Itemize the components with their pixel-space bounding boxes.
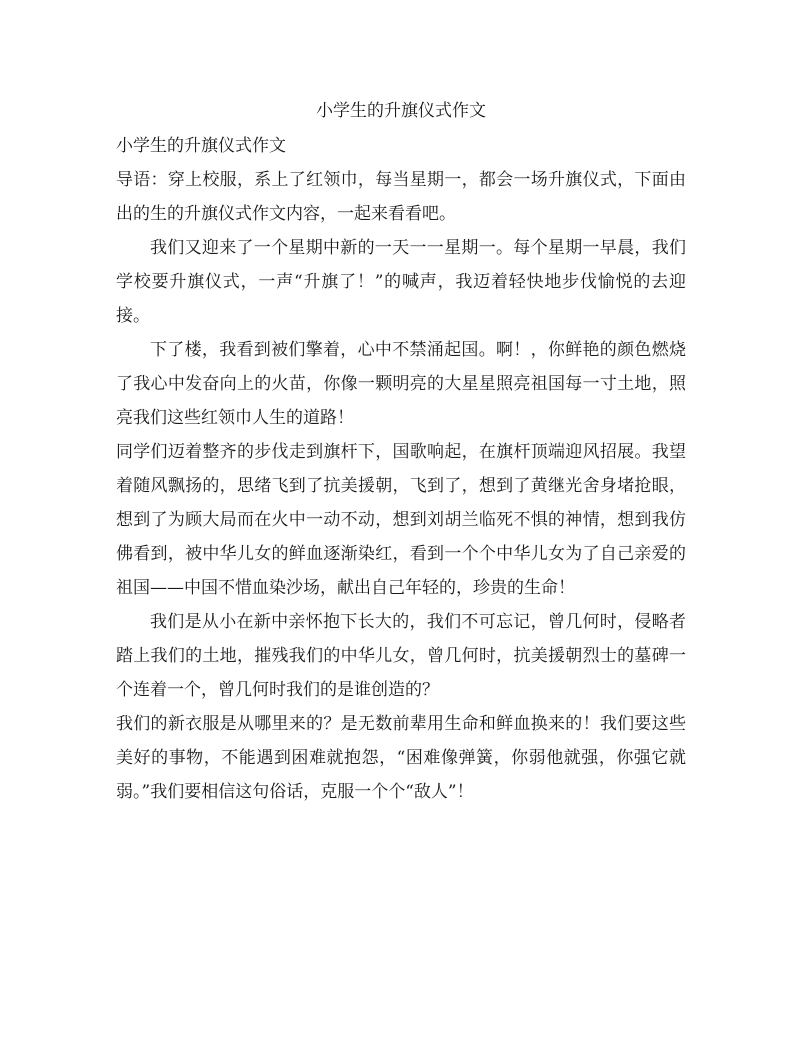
body-paragraph: 我们又迎来了一个星期中新的一天一一星期一。每个星期一早晨，我们学校要升旗仪式，一声“升旗了！”的喊声，我迈着轻快地步伐愉悦的去迎接。 [116, 238, 686, 326]
body-paragraph: 我们是从小在新中亲怀抱下长大的，我们不可忘记，曾几何时，侵略者踏上我们的土地，摧残我们的中华儿女，曾几何时，抗美援朝烈士的墓碑一个连着一个，曾几何时我们的是谁创造的？ [116, 612, 686, 700]
body-paragraph: 我们的新衣服是从哪里来的？是无数前辈用生命和鲜血换来的！我们要这些美好的事物，不能遇到困难就抱怨，“困难像弹簧，你弱他就强，你强它就弱。”我们要相信这句俗话，克服一个个“敌人”！ [116, 714, 686, 802]
body-paragraph: 同学们迈着整齐的步伐走到旗杆下，国歌响起，在旗杆顶端迎风招展。我望着随风飘扬的，思绪飞到了抗美援朝，飞到了，想到了黄继光舍身堵抢眼，想到了为顾大局而在火中一动不动，想到刘胡兰临死不惧的神情，想到我仿佛看到，被中华儿女的鲜血逐渐染红，看到一个个中华儿女为了自己亲爱的祖国——中国不惜血染沙场，献出自己年轻的，珍贵的生命！ [116, 442, 686, 598]
document-page [116, 96, 686, 809]
body-paragraph: 下了楼，我看到被们擎着，心中不禁涌起国。啊！，你鲜艳的颜色燃烧了我心中发奋向上的火苗，你像一颗明亮的大星星照亮祖国每一寸土地，照亮我们这些红领巾人生的道路！ [116, 340, 686, 428]
document-body [116, 129, 686, 809]
document-subtitle: 小学生的升旗仪式作文 [116, 136, 286, 156]
document-title: 小学生的升旗仪式作文 [316, 101, 486, 121]
body-paragraph: 导语：穿上校服，系上了红领巾，每当星期一，都会一场升旗仪式，下面由出的生的升旗仪式作文内容，一起来看看吧。 [116, 170, 686, 224]
